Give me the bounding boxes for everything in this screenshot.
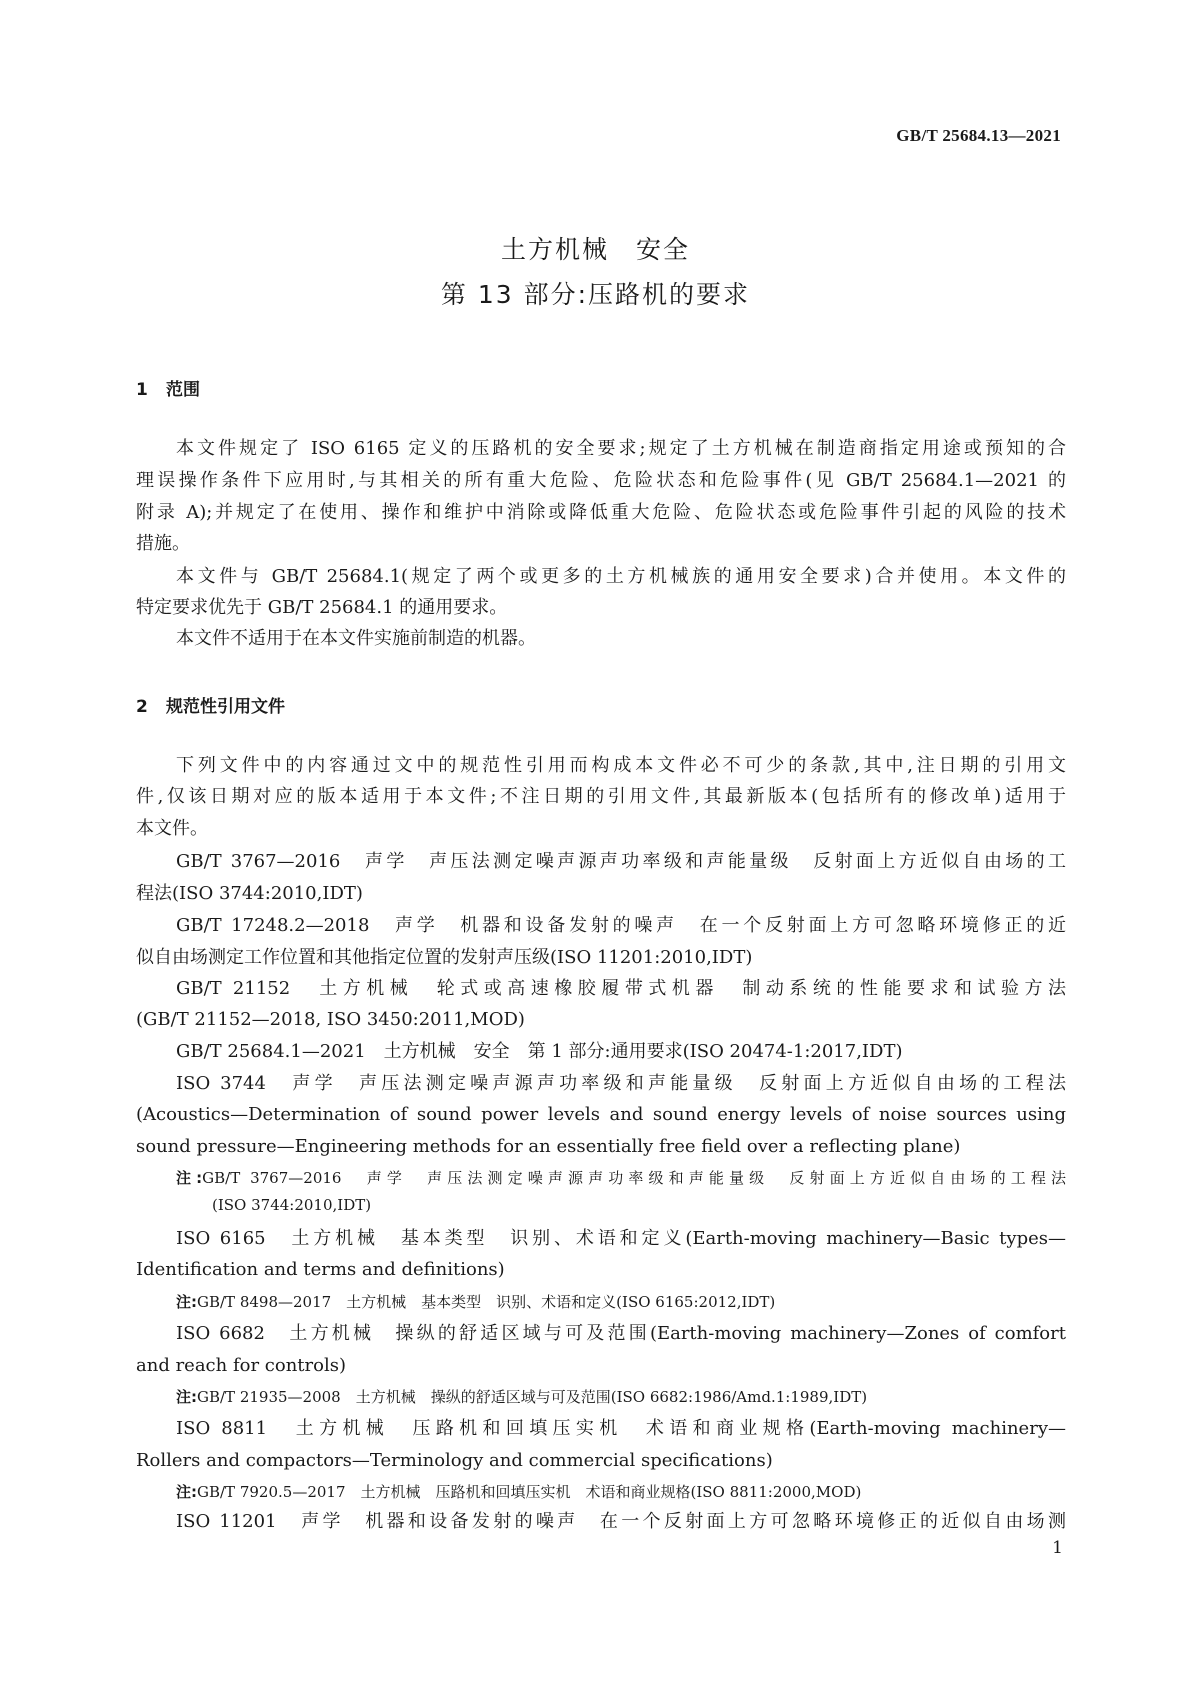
paragraph-line: 件,仅该日期对应的版本适用于本文件;不注日期的引用文件,其最新版本(包括所有的修改单)适用于 [136, 786, 1066, 807]
reference-entry: 程法(ISO 3744:2010,IDT) [136, 883, 363, 904]
section-number: 2 [136, 697, 148, 717]
reference-note [176, 1384, 1066, 1411]
note-label: 注: [176, 1483, 197, 1501]
note-text: GB/T 3767—2016 声学 声压法测定噪声源声功率级和声能量级 反射面上方近似自由场的工程法 [202, 1169, 1067, 1187]
reference-entry: sound pressure—Engineering methods for an essentially free field over a reflecting plane) [136, 1136, 961, 1157]
reference-entry: and reach for controls) [136, 1355, 346, 1376]
paragraph-line: 本文件。 [136, 818, 208, 839]
note-text: GB/T 8498—2017 土方机械 基本类型 识别、术语和定义(ISO 6165:2012,IDT) [197, 1293, 776, 1311]
paragraph-line: 本文件规定了 ISO 6165 定义的压路机的安全要求;规定了土方机械在制造商指定用途或预知的合 [176, 438, 1066, 459]
page-number: 1 [1052, 1538, 1063, 1558]
paragraph-line: 本文件不适用于在本文件实施前制造的机器。 [176, 628, 536, 649]
note-label: 注: [176, 1388, 197, 1406]
note-text: GB/T 7920.5—2017 土方机械 压路机和回填压实机 术语和商业规格(ISO 8811:2000,MOD) [197, 1483, 862, 1501]
reference-entry: GB/T 21152 土方机械 轮式或高速橡胶履带式机器 制动系统的性能要求和试验方法 [176, 978, 1066, 999]
reference-entry: ISO 3744 声学 声压法测定噪声源声功率级和声能量级 反射面上方近似自由场的工程法 [176, 1073, 1066, 1094]
reference-entry: 似自由场测定工作位置和其他指定位置的发射声压级(ISO 11201:2010,IDT) [136, 947, 753, 968]
section-title: 范围 [166, 380, 200, 400]
reference-entry: ISO 6165 土方机械 基本类型 识别、术语和定义(Earth-moving machinery—Basic types— [176, 1228, 1066, 1249]
note-label: 注: [176, 1169, 203, 1187]
reference-entry: Rollers and compactors—Terminology and commercial specifications) [136, 1450, 773, 1471]
reference-entry: GB/T 3767—2016 声学 声压法测定噪声源声功率级和声能量级 反射面上方近似自由场的工 [176, 851, 1066, 872]
paragraph-line: 特定要求优先于 GB/T 25684.1 的通用要求。 [136, 597, 508, 618]
reference-entry: GB/T 17248.2—2018 声学 机器和设备发射的噪声 在一个反射面上方可忽略环境修正的近 [176, 915, 1066, 936]
section-heading-normative-references [136, 692, 285, 717]
paragraph-line: 下列文件中的内容通过文中的规范性引用而构成本文件必不可少的条款,其中,注日期的引用文 [176, 755, 1066, 776]
reference-entry: (GB/T 21152—2018, ISO 3450:2011,MOD) [136, 1009, 525, 1030]
section-title: 规范性引用文件 [166, 697, 285, 717]
reference-note: (ISO 3744:2010,IDT) [212, 1196, 372, 1214]
reference-entry: Identification and terms and definitions) [136, 1259, 505, 1280]
reference-note [176, 1165, 1066, 1192]
page-subtitle: 第 13 部分:压路机的要求 [440, 280, 751, 309]
paragraph-line: 本文件与 GB/T 25684.1(规定了两个或更多的土方机械族的通用安全要求)合并使用。本文件的 [176, 566, 1066, 587]
note-label: 注: [176, 1293, 197, 1311]
note-text: GB/T 21935—2008 土方机械 操纵的舒适区域与可及范围(ISO 6682:1986/Amd.1:1989,IDT) [197, 1388, 868, 1406]
reference-entry: ISO 11201 声学 机器和设备发射的噪声 在一个反射面上方可忽略环境修正的近似自由场测 [176, 1511, 1066, 1532]
section-heading-scope [136, 375, 200, 400]
section-number: 1 [136, 380, 148, 400]
reference-note [176, 1479, 1066, 1506]
paragraph-line: 附录 A);并规定了在使用、操作和维护中消除或降低重大危险、危险状态或危险事件引起的风险的技术 [136, 502, 1066, 523]
document-number: GB/T 25684.13—2021 [896, 126, 1061, 145]
reference-entry: ISO 8811 土方机械 压路机和回填压实机 术语和商业规格(Earth-moving machinery— [176, 1418, 1066, 1439]
page-title: 土方机械 安全 [500, 235, 690, 264]
reference-entry: ISO 6682 土方机械 操纵的舒适区域与可及范围(Earth-moving machinery—Zones of comfort [176, 1323, 1066, 1344]
paragraph-line: 理误操作条件下应用时,与其相关的所有重大危险、危险状态和危险事件(见 GB/T 25684.1—2021 的 [136, 470, 1066, 491]
reference-entry: (Acoustics—Determination of sound power levels and sound energy levels of noise sources using [136, 1104, 1066, 1125]
reference-entry: GB/T 25684.1—2021 土方机械 安全 第 1 部分:通用要求(ISO 20474-1:2017,IDT) [176, 1041, 903, 1062]
paragraph-line: 措施。 [136, 533, 190, 554]
reference-note [176, 1289, 1066, 1316]
